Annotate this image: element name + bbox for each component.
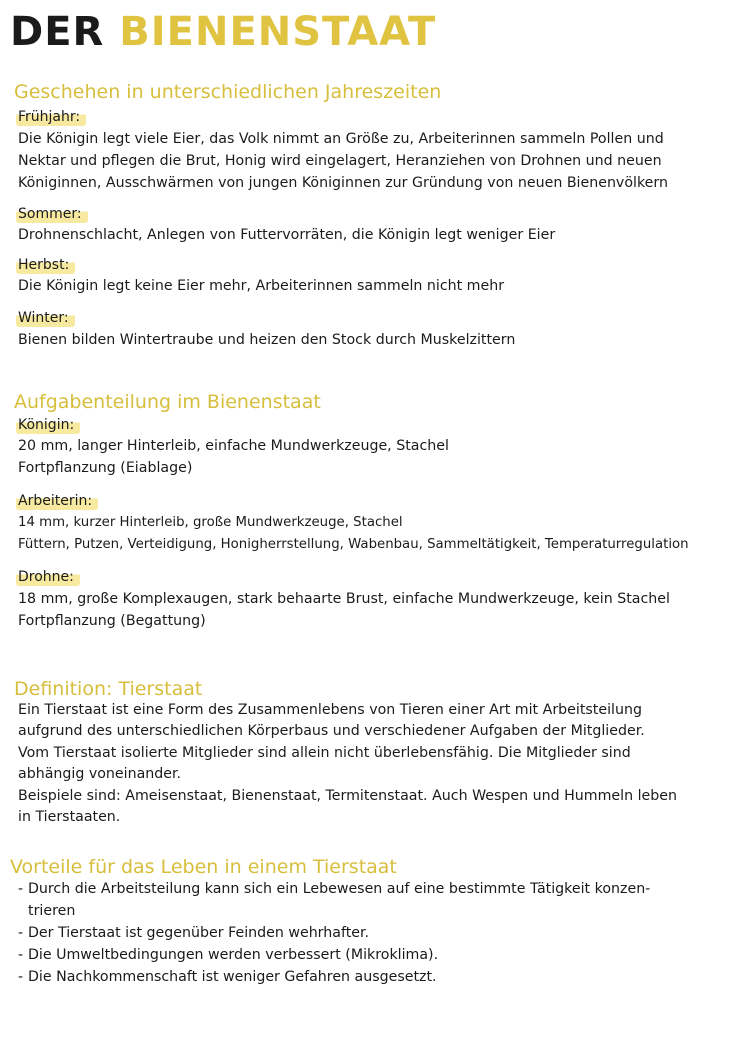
title-part-der: DER <box>10 9 120 55</box>
label-summer: Sommer: <box>16 205 88 223</box>
list-item-text: Der Tierstaat ist gegenüber Feinden wehrhafter. <box>28 925 370 941</box>
text-line: in Tierstaaten. <box>18 809 121 826</box>
text-line: Drohnenschlacht, Anlegen von Futtervorräten, die Königin legt weniger Eier <box>18 227 556 243</box>
label-worker: Arbeiterin: <box>16 492 98 510</box>
text-line: Fortpflanzung (Begattung) <box>18 613 206 629</box>
text-autumn <box>18 275 504 297</box>
text-spring <box>18 128 668 194</box>
text-definition <box>18 700 677 828</box>
list-item-text-continued: trieren <box>28 903 76 919</box>
list-item <box>18 944 650 966</box>
text-line: 20 mm, langer Hinterleib, einfache Mundwerkzeuge, Stachel <box>18 438 449 454</box>
text-line: Beispiele sind: Ameisenstaat, Bienenstaat, Termitenstaat. Auch Wespen und Hummeln leben <box>18 787 678 804</box>
list-item <box>18 878 650 922</box>
text-line: Fortpflanzung (Eiablage) <box>18 460 193 476</box>
label-drone: Drohne: <box>16 568 80 586</box>
text-winter <box>18 329 515 351</box>
text-line: Vom Tierstaat isolierte Mitglieder sind allein nicht überlebensfähig. Die Mitglieder sind <box>18 744 631 761</box>
heading-seasons: Geschehen in unterschiedlichen Jahreszeiten <box>14 81 442 103</box>
label-winter: Winter: <box>16 309 75 327</box>
text-line: Königinnen, Ausschwärmen von jungen Königinnen zur Gründung von neuen Bienenvölkern <box>18 175 668 191</box>
text-line: Ein Tierstaat ist eine Form des Zusammenlebens von Tieren einer Art mit Arbeitsteilung <box>18 702 642 718</box>
label-autumn: Herbst: <box>16 256 75 274</box>
text-line: Die Königin legt viele Eier, das Volk nimmt an Größe zu, Arbeiterinnen sammeln Pollen und <box>18 131 664 147</box>
text-line: 18 mm, große Komplexaugen, stark behaarte Brust, einfache Mundwerkzeuge, kein Stachel <box>18 591 670 607</box>
title-part-bienenstaat: BIENENSTAAT <box>119 9 437 55</box>
text-queen <box>18 435 449 479</box>
heading-tasks: Aufgabenteilung im Bienenstaat <box>14 391 321 413</box>
text-line: Füttern, Putzen, Verteidigung, Honigherrstellung, Wabenbau, Sammeltätigkeit, Temperaturregulation <box>18 537 689 552</box>
page-title <box>10 6 436 58</box>
text-line: aufgrund des unterschiedlichen Körperbaus und verschiedener Aufgaben der Mitglieder. <box>18 723 645 740</box>
list-item <box>18 966 650 988</box>
label-spring: Frühjahr: <box>16 108 86 126</box>
text-line: 14 mm, kurzer Hinterleib, große Mundwerkzeuge, Stachel <box>18 515 403 530</box>
list-item-text: Durch die Arbeitsteilung kann sich ein Lebewesen auf eine bestimmte Tätigkeit konzen- <box>28 881 651 897</box>
advantages-list <box>18 878 650 988</box>
text-line: abhängig voneinander. <box>18 766 182 783</box>
label-queen: Königin: <box>16 416 80 434</box>
list-item <box>18 922 650 944</box>
text-line: Die Königin legt keine Eier mehr, Arbeiterinnen sammeln nicht mehr <box>18 278 505 294</box>
text-drone <box>18 588 670 632</box>
list-item-text: Die Umweltbedingungen werden verbessert (Mikroklima). <box>28 947 439 963</box>
heading-advantages: Vorteile für das Leben in einem Tierstaat <box>10 856 397 878</box>
list-item-text: Die Nachkommenschaft ist weniger Gefahren ausgesetzt. <box>28 969 437 985</box>
text-worker <box>18 512 689 556</box>
text-line: Nektar und pflegen die Brut, Honig wird eingelagert, Heranziehen von Drohnen und neuen <box>18 153 662 169</box>
heading-definition: Definition: Tierstaat <box>14 678 203 700</box>
text-summer <box>18 224 555 246</box>
text-line: Bienen bilden Wintertraube und heizen den Stock durch Muskelzittern <box>18 332 516 348</box>
